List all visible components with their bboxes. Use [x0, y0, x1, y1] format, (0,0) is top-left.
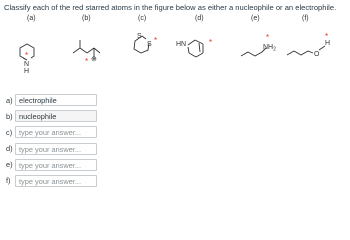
- answer-letter: c): [6, 127, 13, 137]
- structure-a-n: N: [24, 61, 30, 68]
- question-text: Classify each of the red starred atoms in the figure below as either a nucleophile or an electrophile.: [4, 3, 337, 12]
- answer-letter: a): [6, 95, 13, 105]
- answer-input-b[interactable]: nucleophile: [15, 110, 97, 122]
- structure-c-s1: S: [137, 33, 142, 40]
- answer-letter: b): [6, 111, 13, 121]
- answer-input-f[interactable]: type your answer...: [15, 175, 97, 187]
- structure-d: [188, 40, 203, 57]
- structures-figure: [0, 0, 350, 92]
- structure-e-nh2: [263, 44, 276, 53]
- answer-row-b: [6, 109, 97, 124]
- structure-b-star: *: [85, 57, 89, 66]
- structure-e-star: *: [266, 33, 270, 42]
- answer-row-a: [6, 93, 97, 108]
- label-e: (e): [251, 15, 260, 22]
- label-b: (b): [82, 15, 91, 22]
- answer-input-c[interactable]: type your answer...: [15, 126, 97, 138]
- answer-input-d[interactable]: type your answer...: [15, 143, 97, 155]
- answer-letter: f): [6, 176, 11, 186]
- label-d: (d): [195, 15, 204, 22]
- structure-e-nh-text: NH: [263, 44, 274, 51]
- structure-f-h: H: [325, 40, 331, 47]
- answer-row-c: [6, 125, 97, 140]
- answer-row-d: [6, 141, 97, 156]
- answer-letter: e): [6, 160, 13, 170]
- structure-f-o: O: [314, 51, 320, 58]
- answer-input-e[interactable]: type your answer...: [15, 159, 97, 171]
- structure-c-s2: S: [147, 41, 152, 48]
- structure-a-star: *: [25, 51, 29, 60]
- label-a: (a): [27, 15, 36, 22]
- answer-input-a[interactable]: electrophile: [15, 94, 97, 106]
- structure-c-star: *: [154, 36, 158, 45]
- structure-d-star: *: [209, 38, 213, 47]
- label-c: (c): [138, 15, 147, 22]
- structure-f-star: *: [325, 32, 329, 41]
- structure-d-hn: HN: [176, 41, 187, 48]
- structure-e-sub: 2: [273, 46, 276, 53]
- label-f: (f): [302, 15, 309, 22]
- structure-b-charge: ⊖: [91, 56, 97, 63]
- structure-a-h: H: [24, 68, 30, 75]
- answer-list: [6, 93, 97, 190]
- answer-row-f: [6, 173, 97, 188]
- answer-row-e: [6, 157, 97, 172]
- answer-letter: d): [6, 144, 13, 154]
